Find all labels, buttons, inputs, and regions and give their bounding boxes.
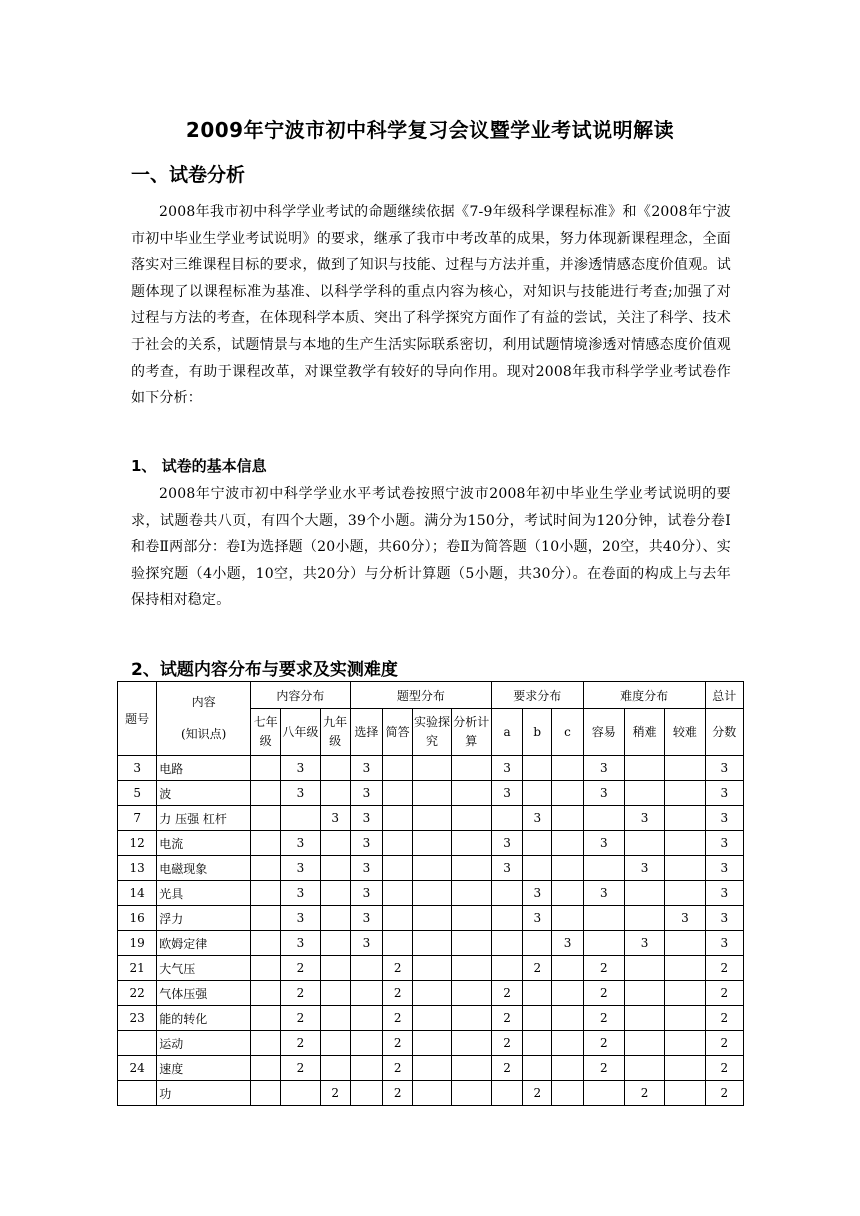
cell-slightly-hard: [624, 1031, 664, 1056]
cell-calculation: [451, 756, 491, 781]
cell-grade7: [251, 1006, 281, 1031]
table-row: [118, 931, 744, 956]
cell-req-c: [552, 856, 583, 881]
cell-short-answer: 2: [383, 1056, 413, 1081]
cell-easy: [583, 806, 624, 831]
cell-grade9: [320, 856, 350, 881]
cell-topic: 电路: [157, 756, 251, 781]
cell-grade7: [251, 981, 281, 1006]
cell-req-a: [491, 881, 522, 906]
cell-req-b: 3: [523, 906, 552, 931]
cell-question-number: 24: [118, 1056, 157, 1081]
cell-calculation: [451, 1031, 491, 1056]
cell-choice: 3: [350, 831, 382, 856]
cell-total: 3: [705, 756, 743, 781]
cell-experiment: [413, 1006, 451, 1031]
cell-req-c: [552, 981, 583, 1006]
cell-grade8: 2: [281, 981, 320, 1006]
cell-experiment: [413, 1056, 451, 1081]
cell-total: 3: [705, 856, 743, 881]
cell-choice: 3: [350, 756, 382, 781]
cell-req-b: [523, 756, 552, 781]
header-experiment: 实验探究: [413, 709, 451, 756]
cell-short-answer: 2: [383, 956, 413, 981]
header-total: 总计: [705, 682, 743, 709]
cell-topic: 运动: [157, 1031, 251, 1056]
cell-harder: [665, 781, 705, 806]
cell-grade7: [251, 856, 281, 881]
cell-easy: [583, 906, 624, 931]
cell-question-number: 12: [118, 831, 157, 856]
cell-slightly-hard: [624, 956, 664, 981]
cell-calculation: [451, 806, 491, 831]
cell-total: 2: [705, 1056, 743, 1081]
header-grade9: 九年级: [320, 709, 350, 756]
cell-choice: 3: [350, 806, 382, 831]
cell-req-a: 2: [491, 1006, 522, 1031]
cell-question-number: 22: [118, 981, 157, 1006]
cell-topic: 波: [157, 781, 251, 806]
cell-req-a: 3: [491, 756, 522, 781]
cell-total: 2: [705, 956, 743, 981]
cell-total: 2: [705, 1031, 743, 1056]
cell-calculation: [451, 1081, 491, 1106]
header-content-distribution: 内容分布: [251, 682, 351, 709]
cell-experiment: [413, 756, 451, 781]
header-req-b: b: [523, 709, 552, 756]
cell-grade9: [320, 781, 350, 806]
cell-slightly-hard: [624, 831, 664, 856]
cell-total: 2: [705, 981, 743, 1006]
cell-calculation: [451, 831, 491, 856]
cell-grade8: 2: [281, 1031, 320, 1056]
cell-easy: 3: [583, 756, 624, 781]
cell-easy: 2: [583, 1006, 624, 1031]
cell-short-answer: [383, 831, 413, 856]
cell-req-c: [552, 806, 583, 831]
cell-slightly-hard: 3: [624, 931, 664, 956]
cell-req-a: [491, 1081, 522, 1106]
cell-choice: [350, 1006, 382, 1031]
cell-grade8: 3: [281, 831, 320, 856]
cell-harder: [665, 1081, 705, 1106]
cell-total: 3: [705, 806, 743, 831]
cell-req-c: [552, 906, 583, 931]
cell-calculation: [451, 1056, 491, 1081]
header-question-number: 题号: [118, 682, 157, 756]
cell-harder: [665, 881, 705, 906]
header-easy: 容易: [583, 709, 624, 756]
header-harder: 较难: [665, 709, 705, 756]
cell-easy: 2: [583, 1056, 624, 1081]
table-row: [118, 956, 744, 981]
cell-choice: 3: [350, 856, 382, 881]
table-row: [118, 1031, 744, 1056]
cell-topic: 力 压强 杠杆: [157, 806, 251, 831]
cell-grade7: [251, 906, 281, 931]
cell-req-b: [523, 781, 552, 806]
cell-topic: 功: [157, 1081, 251, 1106]
table-row: [118, 881, 744, 906]
header-requirement-distribution: 要求分布: [491, 682, 583, 709]
cell-calculation: [451, 906, 491, 931]
cell-req-c: [552, 781, 583, 806]
cell-req-c: [552, 1006, 583, 1031]
cell-req-a: 2: [491, 1031, 522, 1056]
cell-easy: 3: [583, 881, 624, 906]
cell-question-number: 13: [118, 856, 157, 881]
cell-calculation: [451, 981, 491, 1006]
cell-req-b: [523, 981, 552, 1006]
cell-experiment: [413, 881, 451, 906]
cell-grade7: [251, 881, 281, 906]
cell-experiment: [413, 1081, 451, 1106]
cell-experiment: [413, 831, 451, 856]
cell-req-b: 2: [523, 1081, 552, 1106]
cell-easy: [583, 856, 624, 881]
cell-question-number: 14: [118, 881, 157, 906]
cell-grade7: [251, 931, 281, 956]
header-type-distribution: 题型分布: [350, 682, 491, 709]
cell-experiment: [413, 1031, 451, 1056]
cell-grade8: 3: [281, 756, 320, 781]
cell-grade7: [251, 781, 281, 806]
cell-req-b: [523, 856, 552, 881]
header-choice: 选择: [350, 709, 382, 756]
subheading-distribution: 2、试题内容分布与要求及实测难度: [131, 660, 398, 680]
cell-question-number: 23: [118, 1006, 157, 1031]
distribution-table: [117, 681, 744, 1106]
subheading-basic-info: 1、 试卷的基本信息: [131, 457, 267, 475]
table-row: [118, 856, 744, 881]
cell-req-a: 2: [491, 1056, 522, 1081]
cell-harder: [665, 1056, 705, 1081]
cell-experiment: [413, 931, 451, 956]
header-calculation: 分析计算: [451, 709, 491, 756]
cell-req-b: [523, 1056, 552, 1081]
cell-choice: [350, 1081, 382, 1106]
header-grade8: 八年级: [281, 709, 320, 756]
cell-experiment: [413, 956, 451, 981]
cell-harder: 3: [665, 906, 705, 931]
cell-req-c: [552, 831, 583, 856]
cell-calculation: [451, 1006, 491, 1031]
cell-slightly-hard: [624, 1056, 664, 1081]
cell-harder: [665, 831, 705, 856]
table-row: [118, 756, 744, 781]
cell-easy: 2: [583, 956, 624, 981]
cell-calculation: [451, 881, 491, 906]
cell-total: 2: [705, 1006, 743, 1031]
cell-choice: [350, 1031, 382, 1056]
cell-easy: 2: [583, 1031, 624, 1056]
cell-question-number: 7: [118, 806, 157, 831]
table-header-row: [118, 682, 744, 709]
cell-question-number: 19: [118, 931, 157, 956]
cell-grade8: 3: [281, 906, 320, 931]
cell-grade9: [320, 756, 350, 781]
cell-grade9: [320, 956, 350, 981]
cell-grade8: 3: [281, 931, 320, 956]
header-difficulty-distribution: 难度分布: [583, 682, 705, 709]
cell-req-c: [552, 956, 583, 981]
cell-question-number: 3: [118, 756, 157, 781]
table-row: [118, 1081, 744, 1106]
cell-req-b: 3: [523, 806, 552, 831]
cell-calculation: [451, 931, 491, 956]
page-title: 2009年宁波市初中科学复习会议暨学业考试说明解读: [185, 118, 675, 142]
cell-harder: [665, 981, 705, 1006]
cell-req-a: 2: [491, 981, 522, 1006]
cell-req-b: 2: [523, 956, 552, 981]
header-content-line1: 内容: [191, 695, 216, 709]
cell-choice: 3: [350, 881, 382, 906]
header-req-a: a: [491, 709, 522, 756]
header-content: [157, 682, 251, 756]
cell-short-answer: [383, 931, 413, 956]
cell-slightly-hard: 3: [624, 856, 664, 881]
cell-req-b: [523, 931, 552, 956]
cell-total: 2: [705, 1081, 743, 1106]
cell-slightly-hard: 3: [624, 806, 664, 831]
cell-experiment: [413, 806, 451, 831]
cell-choice: 3: [350, 781, 382, 806]
cell-short-answer: 2: [383, 1031, 413, 1056]
cell-req-a: [491, 931, 522, 956]
cell-grade9: [320, 1031, 350, 1056]
cell-req-a: [491, 806, 522, 831]
cell-grade7: [251, 756, 281, 781]
cell-easy: [583, 931, 624, 956]
cell-question-number: 16: [118, 906, 157, 931]
cell-short-answer: [383, 781, 413, 806]
header-slightly-hard: 稍难: [624, 709, 664, 756]
header-req-c: c: [552, 709, 583, 756]
cell-grade7: [251, 1081, 281, 1106]
cell-grade9: [320, 1006, 350, 1031]
cell-total: 3: [705, 881, 743, 906]
cell-easy: 3: [583, 781, 624, 806]
cell-harder: [665, 956, 705, 981]
cell-harder: [665, 1031, 705, 1056]
cell-short-answer: [383, 856, 413, 881]
table-row: [118, 806, 744, 831]
cell-harder: [665, 931, 705, 956]
header-content-line2: (知识点): [180, 727, 227, 741]
cell-grade8: [281, 1081, 320, 1106]
cell-grade9: 2: [320, 1081, 350, 1106]
basic-info-paragraph: 2008年宁波市初中科学学业水平考试卷按照宁波市2008年初中毕业生学业考试说明的要求，试题卷共八页，有四个大题，39个小题。满分为150分，考试时间为120分钟，试卷分卷Ⅰ和卷Ⅱ两部分：卷Ⅰ为选择题（20小题，共60分）；卷Ⅱ为简答题（10小题，20空，共40分）、实验探究题（4小题，10空，共20分）与分析计算题（5小题，共30分）。在卷面的构成上与去年保持相对稳定。: [131, 486, 731, 609]
cell-short-answer: [383, 806, 413, 831]
cell-total: 3: [705, 831, 743, 856]
cell-short-answer: 2: [383, 1081, 413, 1106]
cell-harder: [665, 856, 705, 881]
cell-grade8: 2: [281, 1006, 320, 1031]
cell-req-c: [552, 1081, 583, 1106]
cell-choice: [350, 981, 382, 1006]
cell-short-answer: [383, 756, 413, 781]
cell-grade7: [251, 1056, 281, 1081]
header-grade7: 七年级: [251, 709, 281, 756]
cell-topic: 速度: [157, 1056, 251, 1081]
cell-question-number: [118, 1031, 157, 1056]
cell-easy: 3: [583, 831, 624, 856]
cell-topic: 浮力: [157, 906, 251, 931]
header-short-answer: 简答: [383, 709, 413, 756]
cell-grade9: [320, 981, 350, 1006]
cell-req-c: [552, 1056, 583, 1081]
cell-choice: 3: [350, 931, 382, 956]
cell-total: 3: [705, 931, 743, 956]
cell-question-number: 5: [118, 781, 157, 806]
cell-req-b: 3: [523, 881, 552, 906]
cell-req-a: [491, 906, 522, 931]
cell-harder: [665, 756, 705, 781]
cell-harder: [665, 806, 705, 831]
cell-short-answer: [383, 906, 413, 931]
cell-choice: 3: [350, 906, 382, 931]
cell-req-c: [552, 1031, 583, 1056]
cell-req-c: [552, 881, 583, 906]
cell-slightly-hard: [624, 981, 664, 1006]
cell-short-answer: 2: [383, 1006, 413, 1031]
cell-req-a: [491, 956, 522, 981]
cell-req-a: 3: [491, 831, 522, 856]
cell-slightly-hard: 2: [624, 1081, 664, 1106]
cell-req-b: [523, 1031, 552, 1056]
cell-req-a: 3: [491, 781, 522, 806]
cell-topic: 气体压强: [157, 981, 251, 1006]
cell-grade7: [251, 806, 281, 831]
cell-harder: [665, 1006, 705, 1031]
intro-paragraph: 2008年我市初中科学学业考试的命题继续依据《7-9年级科学课程标准》和《2008年宁波市初中毕业生学业考试说明》的要求，继承了我市中考改革的成果，努力体现新课程理念，全面落实对三维课程目标的要求，做到了知识与技能、过程与方法并重，并渗透情感态度价值观。试题体现了以课程标准为基准、以科学学科的重点内容为核心，对知识与技能进行考查;加强了对过程与方法的考查，在体现科学本质、突出了科学探究方面作了有益的尝试，关注了科学、技术于社会的关系，试题情景与本地的生产生活实际联系密切，利用试题情境渗透对情感态度价值观的考查，有助于课程改革，对课堂教学有较好的导向作用。现对2008年我市科学学业考试卷作如下分析：: [131, 204, 731, 407]
cell-slightly-hard: [624, 756, 664, 781]
table-body: [118, 756, 744, 1106]
cell-grade9: [320, 831, 350, 856]
cell-grade9: [320, 1056, 350, 1081]
table-row: [118, 1006, 744, 1031]
cell-req-c: 3: [552, 931, 583, 956]
cell-grade7: [251, 831, 281, 856]
header-score: 分数: [705, 709, 743, 756]
cell-slightly-hard: [624, 1006, 664, 1031]
cell-calculation: [451, 956, 491, 981]
cell-grade9: [320, 906, 350, 931]
section-heading: 一、试卷分析: [131, 164, 246, 186]
cell-total: 3: [705, 781, 743, 806]
table-row: [118, 906, 744, 931]
cell-req-a: 3: [491, 856, 522, 881]
table-row: [118, 831, 744, 856]
cell-topic: 大气压: [157, 956, 251, 981]
cell-grade9: [320, 881, 350, 906]
cell-total: 3: [705, 906, 743, 931]
cell-grade7: [251, 1031, 281, 1056]
cell-question-number: [118, 1081, 157, 1106]
cell-req-c: [552, 756, 583, 781]
cell-short-answer: [383, 881, 413, 906]
cell-req-b: [523, 831, 552, 856]
cell-grade8: 3: [281, 781, 320, 806]
cell-experiment: [413, 906, 451, 931]
cell-calculation: [451, 856, 491, 881]
table-row: [118, 981, 744, 1006]
cell-grade9: 3: [320, 806, 350, 831]
cell-grade8: 2: [281, 956, 320, 981]
cell-short-answer: 2: [383, 981, 413, 1006]
cell-grade8: 3: [281, 856, 320, 881]
cell-slightly-hard: [624, 781, 664, 806]
cell-grade9: [320, 931, 350, 956]
cell-slightly-hard: [624, 881, 664, 906]
table-row: [118, 1056, 744, 1081]
cell-slightly-hard: [624, 906, 664, 931]
cell-topic: 能的转化: [157, 1006, 251, 1031]
cell-grade8: 2: [281, 1056, 320, 1081]
cell-topic: 电磁现象: [157, 856, 251, 881]
cell-grade7: [251, 956, 281, 981]
cell-experiment: [413, 856, 451, 881]
cell-question-number: 21: [118, 956, 157, 981]
cell-experiment: [413, 981, 451, 1006]
cell-choice: [350, 956, 382, 981]
table-row: [118, 781, 744, 806]
cell-topic: 光具: [157, 881, 251, 906]
cell-grade8: 3: [281, 881, 320, 906]
cell-grade8: [281, 806, 320, 831]
cell-topic: 电流: [157, 831, 251, 856]
cell-experiment: [413, 781, 451, 806]
cell-topic: 欧姆定律: [157, 931, 251, 956]
cell-calculation: [451, 781, 491, 806]
cell-choice: [350, 1056, 382, 1081]
cell-easy: 2: [583, 981, 624, 1006]
cell-easy: [583, 1081, 624, 1106]
cell-req-b: [523, 1006, 552, 1031]
